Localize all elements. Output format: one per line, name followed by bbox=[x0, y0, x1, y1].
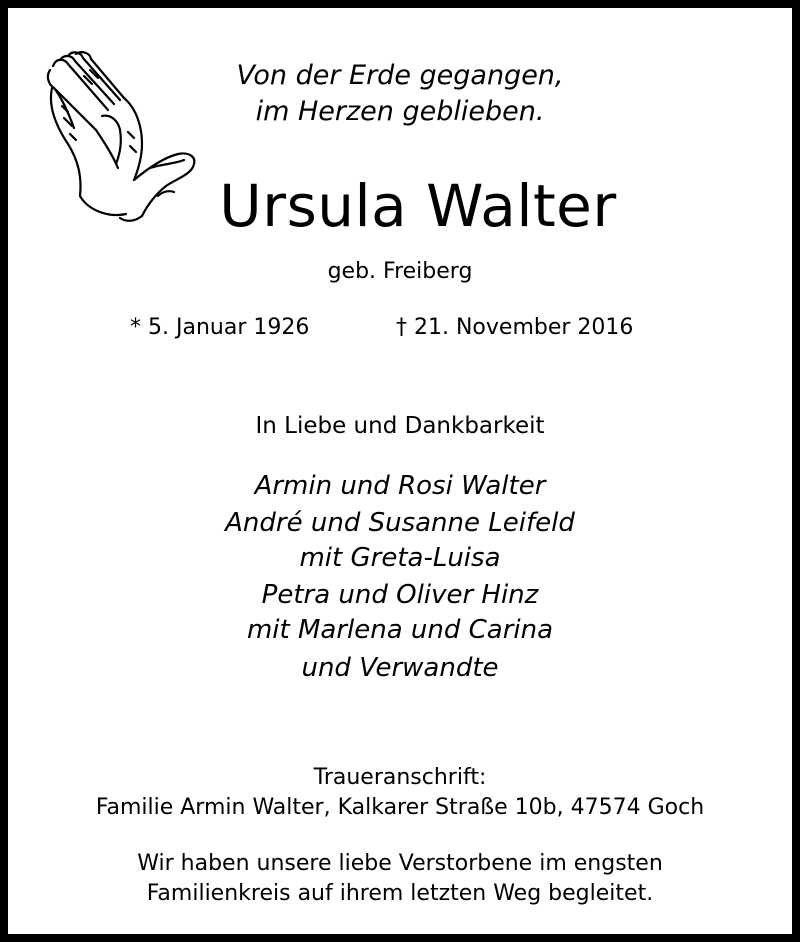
deceased-name: Ursula Walter bbox=[219, 172, 617, 240]
mourner-line-3: mit Greta-Luisa bbox=[299, 543, 501, 573]
dedication: In Liebe und Dankbarkeit bbox=[255, 413, 545, 439]
closing-line-1: Wir haben unsere liebe Verstorbene im engsten bbox=[137, 851, 663, 876]
mourner-line-1: Armin und Rosi Walter bbox=[254, 471, 546, 501]
mourner-line-5: mit Marlena und Carina bbox=[246, 615, 554, 645]
address: Familie Armin Walter, Kalkarer Straße 10b, 47574 Goch bbox=[95, 795, 705, 820]
maiden-name: geb. Freiberg bbox=[327, 259, 473, 284]
birth-date: * 5. Januar 1926 bbox=[130, 315, 310, 340]
closing-line-2: Familienkreis auf ihrem letzten Weg begleitet. bbox=[146, 881, 654, 906]
address-label: Traueranschrift: bbox=[313, 765, 487, 790]
motto-line-2: im Herzen geblieben. bbox=[255, 96, 545, 127]
motto-line-1: Von der Erde gegangen, bbox=[236, 60, 564, 91]
death-date: † 21. November 2016 bbox=[396, 315, 634, 340]
mourner-line-4: Petra und Oliver Hinz bbox=[261, 580, 539, 610]
mourner-line-6: und Verwandte bbox=[301, 653, 499, 683]
mourner-line-2: André und Susanne Leifeld bbox=[225, 508, 575, 538]
